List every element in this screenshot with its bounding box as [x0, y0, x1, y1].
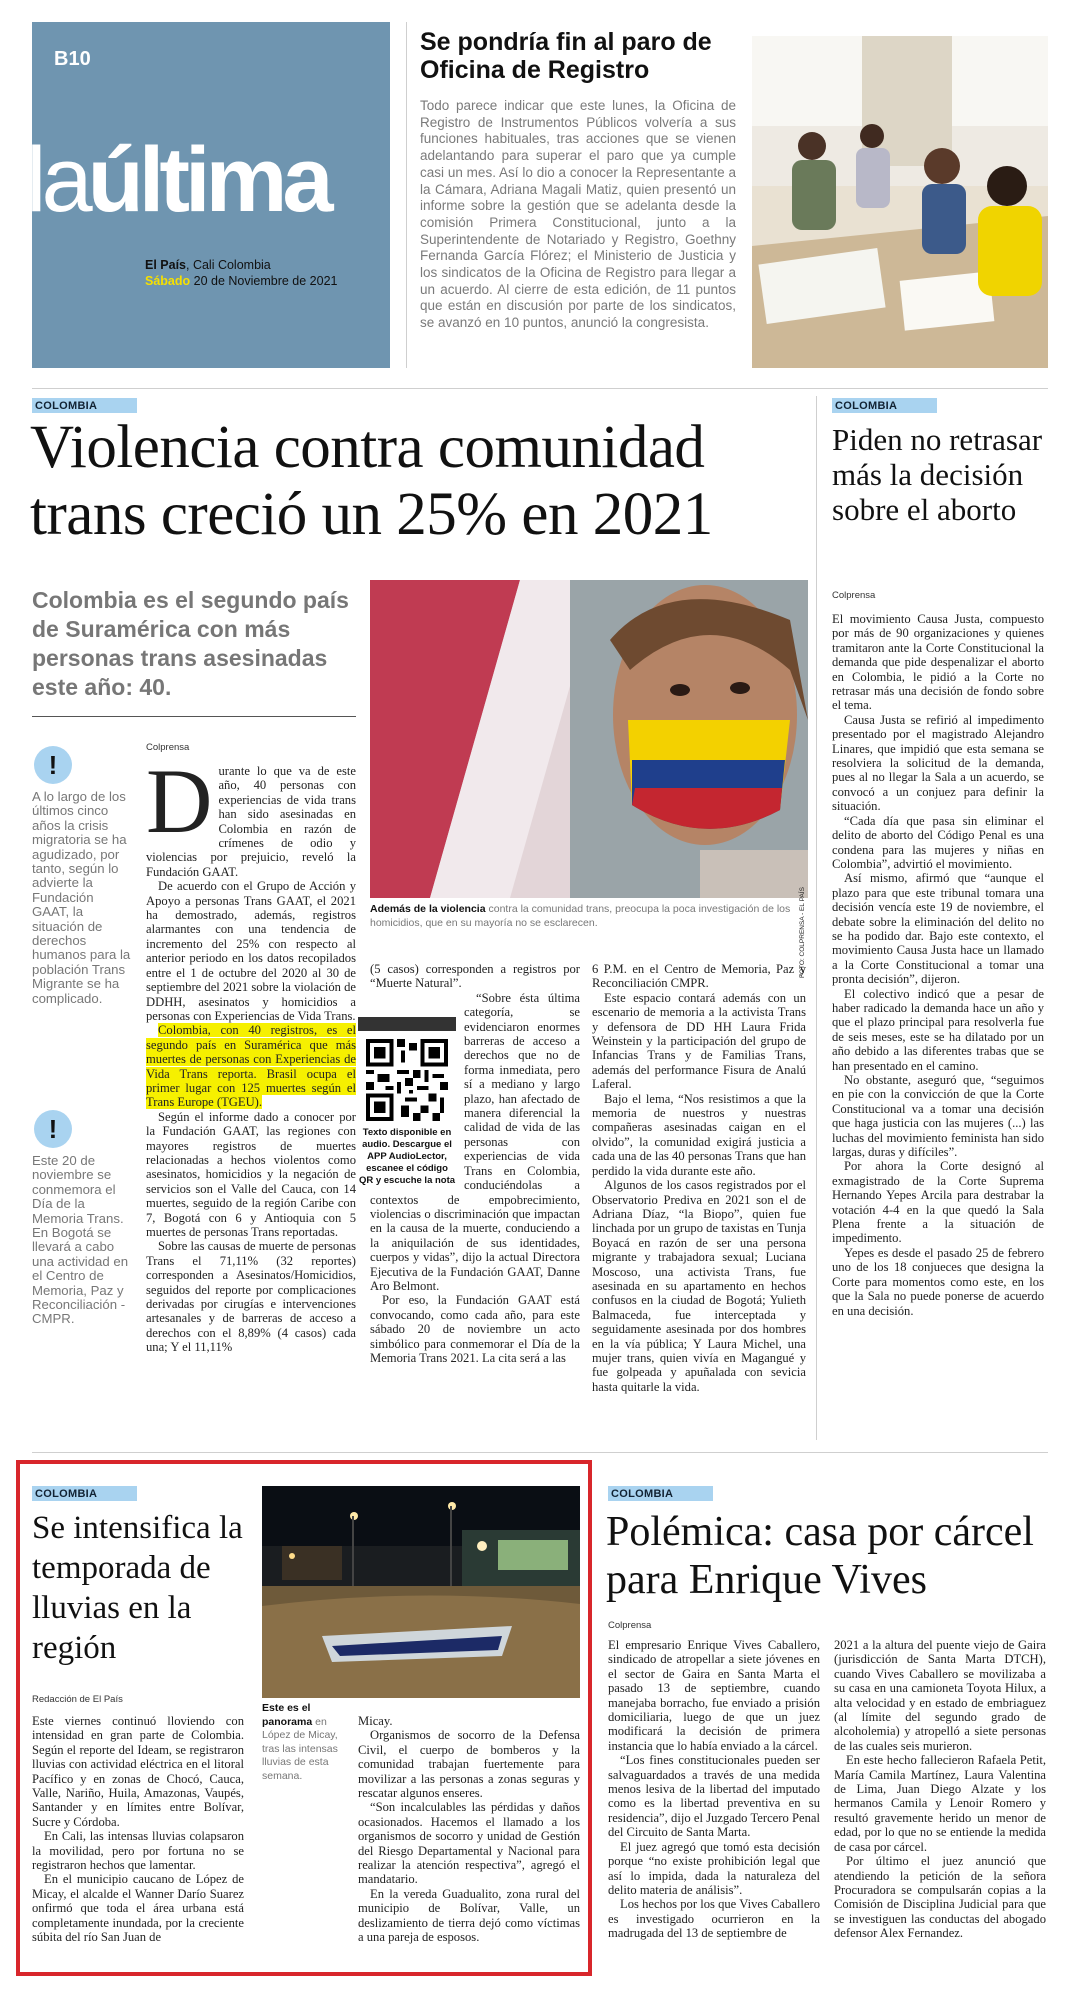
c3-p1: 6 P.M. en el Centro de Memoria, Paz y Reconciliación CMPR.	[592, 962, 806, 991]
vives-headline: Polémica: casa por cárcel para Enrique Vives	[606, 1509, 1034, 1603]
right-byline: Colprensa	[832, 590, 876, 601]
c2-p1: (5 casos) corresponden a registros por “Muerte Natural”.	[370, 962, 580, 991]
c2-p2-text: “Sobre ésta última categoría, se evidenciaron enormes barreras de acceso a derechos que no de forma inmediata, pero sí a mediano y largo plazo, han afectado de manera diferencial la calidad de vida de las personas con experiencias de vida Trans en Colombia, conduciéndolas a contextos de empobrecimiento, violencias o discriminación que impactan en la causa de la muerte, conduciendo a la aniquilación de sus identidades, cuerpos y vidas”, dijo la actual Directora Ejecutiva de la Fundación GAAT, Danne Aro Belmont.	[370, 990, 580, 1293]
caption-rest: contra la comunidad trans, preocupa la poca investigación de los homicidios, que en su mayoría no se esclarecen.	[370, 903, 791, 929]
top-story-headline: Se pondría fin al paro de Oficina de Registro	[420, 28, 712, 84]
masthead-logo	[26, 130, 329, 230]
main-p3	[146, 1023, 356, 1109]
right-p7: Por ahora la Corte designó al exmagistrado de la Corte Suprema Hernando Yepes Arcila para destrabar la votación 4-4 en la que quedó la Sala Plena frente a la situación de impedimento.	[832, 1159, 1044, 1246]
rain-byline: Redacción de El País	[32, 1694, 123, 1705]
main-headline: Violencia contra comunidad trans creció un 25% en 2021	[30, 414, 713, 548]
right-p6: No obstante, aseguró que, “seguimos en pie con la convicción de que la Corte Constitucional va a tomar una decisión que haga justicia con las mujeres (...) las luchas del movimiento feminista han sido largas, duras y difíciles”.	[832, 1073, 1044, 1160]
masthead	[26, 22, 390, 368]
rain-headline: Se intensifica la temporada de lluvias en la región	[32, 1510, 243, 1666]
flood-photo-svg	[262, 1486, 580, 1698]
rain-column-2	[358, 1714, 580, 1945]
rain-column-1	[32, 1714, 244, 1945]
sidebar-note-1: A lo largo de los últimos cinco años la crisis migratoria se ha agudizado, por tanto, según lo advierte la Fundación GAAT, la situación de derechos humanos para la población Trans Migrante se ha complicado.	[32, 789, 131, 1006]
main-p5: Sobre las causas de muerte de personas Trans el 71,11% (32 reportes) corresponden a Asesinatos/Homicidios, seguidos del reporte por complicaciones derivadas por cirugías e intervenciones artesanales y de barreras de acceso a derechos con el 8,89% (4 casos) cada una; Y el 11,11%	[146, 1239, 356, 1355]
vives-c1-p4: Los hechos por los que Vives Caballero es investigado ocurrieron en la madrugada del 13 de septiembre de	[608, 1897, 820, 1941]
rain-caption-rest: en López de Micay, tras las intensas lluvias de esta semana.	[262, 1715, 338, 1782]
right-p5: El colectivo indicó que a pesar de haber radicado la demanda hace un año y que el plazo principal para resolverla fue de seis meses, este se ha dilatado por un año debido a las diferentes trabas que se han presentado en el camino.	[832, 986, 1044, 1073]
rain-photo-caption	[262, 1702, 346, 1783]
right-p4: Así mismo, afirmó que “aunque el plazo para que este tribunal tomara una decisión vencía este 19 de noviembre, el debate sobre la eliminación del delito no se ha podido dar. Bajo este contexto, el movimiento Causa Justa hace un llamado a la Corte Constitucional a tomar una pronta decisión”, dijeron.	[832, 871, 1044, 987]
sidebar-note-2: Este 20 de noviembre se conmemora el Día de la Memoria Trans. En Bogotá se llevará a cabo una actividad en el Centro de Memoria, Paz y Reconciliación -CMPR.	[32, 1153, 129, 1327]
c3-p4: Algunos de los casos registrados por el Observatorio Prediva en 2021 son el de Adriana Díaz, “la Biopo”, quien fue linchada por un grupo de taxistas en Tunja Boyacá en razón de ser una persona migrante y trabajadora sexual; Luciana Moscoso, una activista Trans, fue asesinada en su apartamento en hechos confusos en la ciudad de Bogotá; Yulieth Balmaceda, fue interceptada y seguidamente asesinada por dos hombres en la vía pública; Y Laura Michel, una mujer trans, quien vivía en Magangué y fue golpeada y apuñalada con sevicia hasta quitarle la vida.	[592, 1178, 806, 1394]
c3-p3: Bajo el lema, “Nos resistimos a que la memoria de nuestros y nuestras compañeras asesinadas caigan en el olvido”, la comunidad exigirá justicia a cada una de las 40 personas Trans que han perdido la vida durante este año.	[592, 1091, 806, 1178]
vives-c2-p3: Por último el juez anunció que atendiendo la petición de la señora Procuradora se compulsarán copias a la Comisión de Disciplina Judicial para que se investiguen las conductas del abogado defensor Alex Fernandez.	[834, 1854, 1046, 1941]
qr-block	[358, 1017, 456, 1187]
vives-c1-p3: El juez agregó que tomó esta decisión porque “no existe prohibición legal que así lo impida, dada la naturaleza del delito materia de análisis”.	[608, 1839, 820, 1897]
rain-c1-p3: En el municipio caucano de López de Micay, el alcalde el Wanner Darío Suarez onfirmó que toda el área urbana está completamente inundada, por la creciente súbita del río San Juan de	[32, 1872, 244, 1945]
rain-c1-p2: En Cali, las intensas lluvias colapsaron la movilidad, pero por fortuna no se registraron hechos que lamentar.	[32, 1829, 244, 1873]
paper-name: El País	[145, 258, 186, 272]
c2-p3: Por eso, la Fundación GAAT está convocando, como cada año, para este sábado 20 de noviembre un acto simbólico para conmemorar el Día de la Memoria Trans 2021. La cita será a las	[370, 1293, 580, 1365]
right-p8: Yepes es desde el pasado 25 de febrero uno de los 18 conjueces que designa la Corte para momentos como este, en los que la Sala no puede ponerse de acuerdo en una decisión.	[832, 1245, 1044, 1318]
main-p2: De acuerdo con el Grupo de Acción y Apoyo a personas Trans GAAT, el 2021 ha demostrado, además, registros alarmantes con una tendencia de incremento del 25% con respecto al anterior periodo en los datos recopilados entre el 1 de octubre del 2020 al 30 de septiembre del 2021 sobre la violación de DDHH, asesinatos y homicidios a personas con Experiencias de Vida Trans.	[146, 879, 356, 1023]
vives-c1-p1: El empresario Enrique Vives Caballero, sindicado de atropellar a siete jóvenes en el sector de Gaira en Santa Marta el pasado 13 de septiembre, cuando manejaba borracho, fue enviado a prisión domiciliaria, luego de que un juez modificará la decisión de primera instancia que lo había enviado a la cárcel.	[608, 1638, 820, 1753]
vives-c1-p2: “Los fines constitucionales pueden ser salvaguardados a través de una medida menos lesiva de la libertad del imputado como es la libertad preventiva en su residencia”, dijo el Juzgado Tercero Penal del Circuito de Santa Marta.	[608, 1753, 820, 1840]
rain-c2-p3: “Son incalculables las pérdidas y daños ocasionados. Hacemos el llamado a los organismos de socorro y unidad de Gestión del Riesgo Departamental y Nacional para realizar la atención respectiva”, agregó el mandatario.	[358, 1800, 580, 1887]
vives-section-label: COLOMBIA	[608, 1486, 713, 1501]
info-icon: !	[34, 1110, 72, 1148]
masthead-dateline	[145, 257, 337, 289]
main-p1: urante lo que va de este año, 40 personas con experiencias de vida trans han sido asesinadas en Colombia en razón de crímenes de odio y violencias por prejuicio, reveló la Fundación GAAT.	[146, 764, 356, 879]
main-photo-caption	[370, 902, 806, 930]
main-section-label: COLOMBIA	[32, 398, 137, 413]
main-subhead: Colombia es el segundo país de Suramérica con más personas trans asesinadas este año: 40.	[32, 587, 349, 700]
page-number: B10	[54, 48, 91, 70]
top-story-photo	[752, 36, 1048, 368]
qr-caption: Texto disponible en audio. Descargue el APP AudioLector, escanee el código QR y escuche la nota	[358, 1126, 456, 1186]
rain-photo-credit: ESPECIAL PARA EL PAÍS	[572, 1733, 578, 1804]
vives-c2-p2: En este hecho fallecieron Rafaela Petit, María Camila Martínez, Laura Valentina de Lima, Juan Diego Alzate y los hermanos Camila y Lenoir Romero y resultó gravemente herido un menor de edad, por lo que no se entiende la medida de casa por cárcel.	[834, 1753, 1046, 1854]
office-photo-svg	[752, 36, 1048, 368]
qr-bar	[358, 1017, 456, 1031]
main-p4: Según el informe dado a conocer por la Fundación GAAT, las regiones con mayores registros de muertes relacionadas a hechos violentos como asesinatos, homicidios y la negación de servicios son el Valle del Cauca, con 14 muertes, seguido de la región Caribe con 7, Bogotá con 6 y Antioquia con 5 muertes de personas Trans reportadas.	[146, 1109, 356, 1239]
protest-photo-svg	[370, 580, 808, 898]
info-icon: !	[34, 746, 72, 784]
main-lead	[146, 750, 356, 879]
rain-c2-p2: Organismos de socorro de la Defensa Civil, el cuerpo de bomberos y la comunidad trabajan fuertemente para movilizar a las personas a zonas seguras y rescatar algunos enseres.	[358, 1728, 580, 1801]
main-photo-credit: FOTO: COLPRENSA - EL PAÍS	[799, 887, 806, 978]
caption-bold: Además de la violencia	[370, 903, 486, 915]
right-p3: “Cada día que pasa sin eliminar el delito de aborto del Código Penal es una condena para las mujeres y niñas en Colombia”, advirtió el movimiento.	[832, 813, 1044, 871]
main-column-1	[146, 750, 356, 1355]
main-column-3	[592, 962, 806, 1394]
vives-column-1	[608, 1638, 820, 1941]
rain-caption-bold: Este es el panorama	[262, 1702, 313, 1728]
rain-c2-p4: En la vereda Guadualito, zona rural del municipio de Bolívar, Valle, un deslizamiento de tierra dejó como víctimas a una pareja de esposos.	[358, 1886, 580, 1945]
c3-p2: Este espacio contará además con un escenario de memoria a la activista Trans y defensora de DD HH Laura Frida Weinstein y la participación del grupo de Infancias Trans y de Familias Trans, además del performance Fisura de Analú Laferal.	[592, 990, 806, 1092]
dropcap: D	[146, 750, 213, 852]
logo-ultima: última	[87, 129, 329, 231]
right-column	[832, 612, 1044, 1318]
paper-city: , Cali Colombia	[186, 258, 271, 272]
qr-code-icon[interactable]	[366, 1039, 448, 1121]
right-p1: El movimiento Causa Justa, compuesto por más de 90 organizaciones y quienes tramitaron ante la Corte Constitucional la demanda que pide despenalizar el aborto en Colombia, le pidió a la Corte no retrasar más una decisión de fondo sobre el tema.	[832, 612, 1044, 713]
main-column-2	[358, 962, 580, 1365]
top-story-body: Todo parece indicar que este lunes, la Oficina de Registro de Instrumentos Públicos volvería a sus funciones habituales, tras acciones que se vienen adelantando para superar el paro que ya cumple casi un mes. Así lo dio a conocer la Representante a la Cámara, Adriana Magali Matiz, quien presentó un informe sobre la gestión que se adelanta desde la comisión Primera Constitucional, junto a la Superintendente de Notariado y Registro, Goethny Fernanda García Flórez; el Ministerio de Justicia y los sindicatos de la Oficina de Registro para llegar a un acuerdo. Al cierre de esta edición, de 11 puntos que están en discusión por parte de los sindicatos, se avanzó en 10 puntos, anunció la congresista.	[420, 98, 736, 331]
right-p2: Causa Justa se refirió al impedimento presentado por el magistrado Alejandro Linares, que impidió que esta semana se resolviera la solicitud de la demanda, pues al no llegar la Sala a un acuerdo, se convocó a un conjuez para definir la situación.	[832, 712, 1044, 814]
vives-byline: Colprensa	[608, 1620, 652, 1631]
right-section-label: COLOMBIA	[832, 398, 937, 413]
highlighted-text: Colombia, con 40 registros, es el segundo país en Suramérica que más muertes de personas con Experiencias de Vida Trans reporta. Brasil ocupa el primer lugar con 125 muertes según el Trans Europe (TGEU).	[146, 1023, 356, 1110]
issue-date: 20 de Noviembre de 2021	[190, 274, 338, 288]
logo-la: la	[26, 129, 88, 231]
vives-column-2	[834, 1638, 1046, 1941]
day-name: Sábado	[145, 274, 191, 288]
rain-section-label: COLOMBIA	[32, 1486, 137, 1501]
main-byline: Colprensa	[146, 742, 190, 753]
rain-c2-p1: Micay.	[358, 1714, 393, 1728]
rain-c1-p1: Este viernes continuó lloviendo con intensidad en gran parte de Colombia. Según el reporte del Ideam, se registraron lluvias con actividad eléctrica en el litoral Pacífico y en zonas de Chocó, Cauca, Valle, Nariño, Huila, Amazonas, Vaupés, Santander y en límites entre Bolívar, Sucre y Córdoba.	[32, 1714, 244, 1829]
right-headline: Piden no retrasar más la decisión sobre el aborto	[832, 422, 1043, 527]
vives-c2-p1: 2021 a la altura del puente viejo de Gaira (jurisdicción de Santa Marta DTCH), cuando Vives Caballero se movilizaba a su casa en una camioneta Toyota Hilux, a alta velocidad y en estado de embriaguez (al límite del segundo grado de alcoholemia) y atropelló a siete personas de las cuales seis murieron.	[834, 1638, 1046, 1753]
c2-p2	[358, 990, 580, 1294]
